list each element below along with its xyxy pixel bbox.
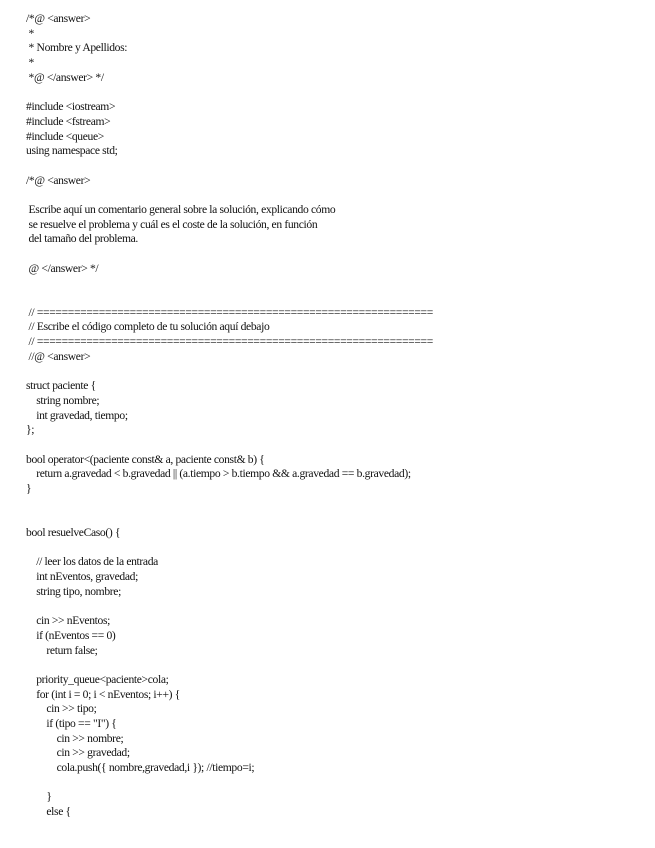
code-line — [26, 438, 433, 453]
code-line: int gravedad, tiempo; — [26, 408, 128, 422]
code-line: Escribe aquí un comentario general sobre la solución, explicando cómo — [26, 202, 336, 216]
code-line: //@ <answer> — [26, 349, 91, 363]
code-line — [26, 541, 433, 556]
code-line: /*@ <answer> — [26, 12, 91, 25]
code-line: }; — [26, 423, 35, 437]
code-line — [26, 497, 433, 512]
code-line: return a.gravedad < b.gravedad || (a.tiempo > b.tiempo && a.gravedad == b.gravedad); — [26, 467, 411, 481]
code-line: string tipo, nombre; — [26, 584, 121, 598]
code-listing — [26, 12, 433, 820]
code-line: * — [26, 26, 34, 40]
code-line — [26, 600, 433, 615]
code-line: #include <queue> — [26, 129, 104, 143]
code-line: // Escribe el código completo de tu solución aquí debajo — [26, 320, 270, 334]
code-line: @ </answer> */ — [26, 261, 99, 275]
code-line: cin >> gravedad; — [26, 746, 130, 760]
code-line: del tamaño del problema. — [26, 232, 138, 246]
code-line: // leer los datos de la entrada — [26, 555, 158, 569]
code-line: int nEventos, gravedad; — [26, 570, 138, 584]
code-line — [26, 247, 433, 262]
code-line: priority_queue<paciente>cola; — [26, 672, 169, 686]
code-line: using namespace std; — [26, 144, 118, 158]
code-line: // ================================================================ — [26, 335, 433, 349]
code-line — [26, 291, 433, 306]
code-line: se resuelve el problema y cuál es el coste de la solución, en función — [26, 217, 318, 231]
code-line: * — [26, 56, 34, 70]
code-line: } — [26, 482, 32, 495]
code-line: cin >> nEventos; — [26, 614, 111, 628]
code-line: *@ </answer> */ — [26, 70, 104, 84]
code-line: for (int i = 0; i < nEventos; i++) { — [26, 687, 180, 701]
code-line — [26, 85, 433, 100]
code-line — [26, 658, 433, 673]
code-line: else { — [26, 805, 71, 819]
code-line — [26, 365, 433, 380]
code-line: struct paciente { — [26, 379, 96, 393]
code-line: cin >> tipo; — [26, 702, 97, 716]
code-line: // ================================================================ — [26, 305, 433, 319]
code-line: cin >> nombre; — [26, 731, 124, 745]
code-line: /*@ <answer> — [26, 173, 91, 187]
code-line: #include <fstream> — [26, 114, 111, 128]
code-line — [26, 159, 433, 174]
code-line: bool operator<(paciente const& a, paciente const& b) { — [26, 452, 265, 466]
code-line: #include <iostream> — [26, 100, 116, 114]
code-line — [26, 776, 433, 791]
code-line: if (nEventos == 0) — [26, 628, 116, 642]
code-line: return false; — [26, 643, 98, 657]
code-line — [26, 511, 433, 526]
code-line: cola.push({ nombre,gravedad,i }); //tiempo=i; — [26, 761, 255, 775]
code-line — [26, 188, 433, 203]
code-line: * Nombre y Apellidos: — [26, 41, 128, 55]
code-line: string nombre; — [26, 393, 100, 407]
code-line: } — [26, 790, 52, 804]
code-line: bool resuelveCaso() { — [26, 526, 121, 540]
code-line — [26, 276, 433, 291]
code-line: if (tipo == "I") { — [26, 717, 117, 730]
